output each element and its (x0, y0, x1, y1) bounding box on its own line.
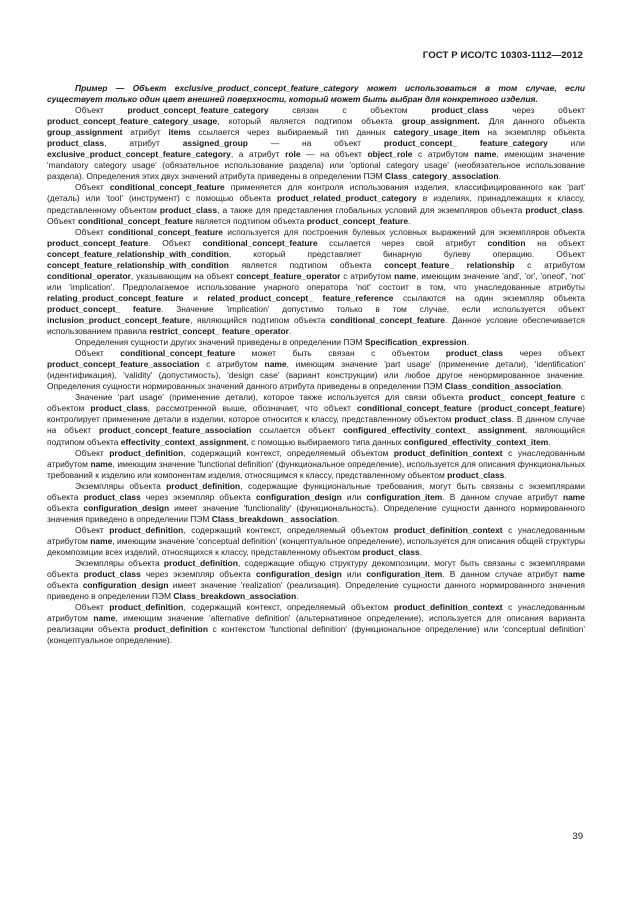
bold-term: name (264, 359, 287, 370)
bold-term: conditional_concept_feature (109, 182, 225, 193)
bold-term: configuration_design (255, 569, 342, 580)
bold-term: configuration_design (83, 502, 170, 513)
bold-term: condition (487, 237, 526, 248)
bold-term: concept_feature_relationship_with_condition (47, 259, 229, 270)
bold-term: inclusion_product_concept_feature (47, 314, 190, 325)
paragraph: Объект product_definition, содержащий контекст, определяемый объектом product_definition_context с унаследованным атрибутом name, имеющим значение 'functional definition' (функциональное определение), используется для описания функциональных требований к изделию или компонентам изделия, относящимся к классу, представленному объектом product_class. (47, 447, 586, 480)
paragraph: Объект conditional_concept_feature применяется для контроля использования изделия, классифицированного как 'part' (деталь) или 'tool' (инструмент) с помощью объекта product_related_product_category в изделиях, принадлежащих к классу, представленному объектом product_class, а также для представления глобальных условий для экземпляров объекта product_class. Объект conditional_concept_feature является подтипом объекта product_concept_feature. (47, 182, 586, 226)
bold-term: concept_feature_ relationship (384, 259, 515, 270)
bold-term: configuration_item (366, 569, 443, 580)
paragraph: Объект conditional_concept_feature может быть связан с объектом product_class через объект product_concept_feature_association с атрибутом name, имеющим значение 'part usage' (применение детали), 'identification' (идентификация), 'validity' (допустимость), 'design case' (вариант конструкции) или любое другое ненормированное значение. Определения сущности нормированных значений данного атрибута приведены в определении ПЭМ Class_condition_association. (47, 348, 585, 392)
paragraph: Объект conditional_concept_feature используется для построения булевых условных выражений для экземпляров объекта product_concept_feature. Объект conditional_concept_feature ссылается через свой атрибут condition на объект concept_feature_relationship_with_condition, который представляет бинарную булеву операцию. Объект concept_feature_relationship_with_condition является подтипом объекта concept_feature_ relationship с атрибутом conditional_operator, указывающим на объект concept_feature_operator с атрибутом name, имеющим значение 'and', 'or', 'oneof', 'not' или 'implication'. Предполагаемое использование унарного оператора 'not' состоит в том, что унаследованные атрибуты relating_product_concept_feature и related_product_concept_ feature_reference ссылаются на один экземпляр объекта product_concept_ feature. Значение 'implication' допустимо только в том случае, если используется объект inclusion_product_concept_feature, являющийся подтипом объекта conditional_concept_feature. Данное условие обеспечивается использованием правила restrict_concept_ feature_operator. (47, 226, 586, 337)
standard-header: ГОСТ Р ИСО/ТС 10303-1112—2012 (422, 50, 583, 61)
bold-term: product_class (362, 546, 420, 557)
bold-term: product_concept_ feature_category (383, 138, 548, 149)
bold-term: product_definition_context (393, 602, 503, 613)
bold-term: Specification_expression (364, 337, 467, 348)
bold-term: name (90, 535, 113, 546)
paragraph: Экземпляры объекта product_definition, содержащие функциональные требования, могут быть связаны с экземплярами объекта product_class через экземпляр объекта configuration_design или configuration_item. В данном случае атрибут name объекта configuration_design имеет значение 'functionality' (функциональность). Определение сущности данного нормированного значения приведено в определении ПЭМ Class_breakdown_ association. (47, 480, 585, 524)
bold-term: product_concept_ feature (47, 303, 162, 314)
bold-term: conditional_concept_feature (357, 403, 472, 414)
paragraph: Значение 'part usage' (применение детали), которое также используется для связи объекта product_ concept_feature с объектом product_class, рассмотренной выше, обозначает, что объект conditional_concept_feature (product_concept_feature) контролирует применение детали в изделии, которое относится к классу, представленному объектом product_class. В данном случае на объект product_concept_feature_association ссылается объект configured_effectivity_context_ assignment, являющийся подтипом объекта effectivity_context_assignment, с помощью выбираемого типа данных configured_effectivity_context_item. (47, 392, 585, 447)
bold-term: product_definition (109, 524, 184, 535)
bold-term: product_class (454, 414, 512, 425)
bold-term: concept_feature_relationship_with_condition (47, 248, 229, 259)
bold-term: name (562, 569, 585, 580)
bold-term: product_class (445, 348, 503, 359)
bold-term: effectivity_context_assignment (120, 436, 247, 447)
body-text (47, 83, 585, 646)
bold-term: product_class (83, 491, 141, 502)
bold-term: exclusive_product_concept_feature_category (47, 149, 231, 160)
bold-term: product_definition_context (393, 447, 503, 458)
bold-term: conditional_operator (47, 270, 131, 281)
bold-term: product_definition (163, 558, 238, 569)
bold-term: product_definition_context (393, 524, 503, 535)
bold-term: product_definition (133, 624, 208, 635)
bold-term: conditional_concept_feature (108, 226, 223, 237)
bold-term: conditional_concept_feature (78, 215, 193, 226)
example-note: Пример — Объект exclusive_product_concept_feature_category может использоваться в том случае, если существует только один цвет внешней поверхности, который может быть выбран для конкретного изделия. (47, 83, 585, 105)
bold-term: items (168, 127, 191, 138)
bold-term: name (90, 458, 113, 469)
paragraph: Определения сущности других значений приведены в определении ПЭМ Specification_expression. (75, 337, 469, 348)
page-number: 39 (572, 831, 583, 842)
bold-term: product_concept_feature_category_usage (47, 116, 218, 127)
bold-term: concept_feature_operator (236, 270, 341, 281)
bold-term: configured_effectivity_context_ assignment (343, 425, 525, 436)
bold-term: assigned_group (182, 138, 248, 149)
bold-term: product_definition (109, 447, 184, 458)
bold-term: configured_effectivity_context_item (403, 436, 549, 447)
bold-term: restrict_concept_ feature_operator (149, 326, 289, 337)
bold-term: product_definition (166, 480, 241, 491)
paragraph: Объект product_definition, содержащий контекст, определяемый объектом product_definition_context с унаследованным атрибутом name, имеющим значение 'alternative definition' (альтернативное определение), используется для описания варианта реализации объекта product_definition с контекстом 'functional definition' (функциональное определение) или 'conceptual definition' (концептуальное определение). (47, 602, 585, 646)
bold-term: product_concept_feature_category (127, 105, 269, 116)
paragraph: Объект product_definition, содержащий контекст, определяемый объектом product_definition_context с унаследованным атрибутом name, имеющим значение 'conceptual definition' (концептуальное определение), используется для описания общей структуры декомпозиции всех изделий, относящихся к классу, представленному объектом product_class. (47, 524, 586, 557)
bold-term: product_ concept_feature (468, 392, 576, 403)
bold-term: product_class (447, 469, 505, 480)
bold-term: conditional_concept_feature (330, 314, 445, 325)
bold-term: product_definition (109, 602, 184, 613)
bold-term: product_concept_feature (480, 403, 583, 414)
bold-term: conditional_concept_feature (202, 237, 318, 248)
bold-term: product_concept_feature_association (99, 425, 252, 436)
bold-term: name (474, 149, 497, 160)
bold-term: conditional_concept_feature (120, 348, 236, 359)
bold-term: category_usage_item (393, 127, 480, 138)
paragraph: Объект product_concept_feature_category связан с объектом product_class через объект product_concept_feature_category_usage, который является подтипом объекта group_assignment. Для данного объекта group_assignment атрибут items ссылается через выбираемый тип данных category_usage_item на экземпляр объекта product_class, атрибут assigned_group — на объект product_concept_ feature_category или exclusive_product_concept_feature_category, а атрибут role — на объект object_role с атрибутом name, имеющим значение 'mandatory category usage' (обязательное использование раздела) или 'optional category usage' (необязательное использование раздела). Определения этих двух значений атрибута приведены в определении ПЭМ Class_category_association. (47, 105, 586, 182)
bold-term: name (93, 613, 116, 624)
bold-term: product_related_product_category (276, 193, 417, 204)
bold-term: product_class (525, 204, 583, 215)
bold-term: relating_product_concept_feature (47, 292, 184, 303)
bold-term: Class_breakdown_ association (211, 513, 337, 524)
bold-term: product_concept_feature_association (47, 359, 200, 370)
bold-term: product_class (47, 138, 105, 149)
bold-term: group_assignment. (401, 116, 480, 127)
bold-term: name (394, 270, 417, 281)
bold-term: Class_category_association (384, 171, 499, 182)
bold-term: name (562, 491, 585, 502)
bold-term: Class_breakdown_association (173, 591, 297, 602)
bold-term: configuration_design (82, 580, 169, 591)
bold-term: role (285, 149, 301, 160)
bold-term: product_class (159, 204, 218, 215)
paragraph: Экземпляры объекта product_definition, содержащие общую структуру декомпозиции, могут быть связаны с экземплярами объекта product_class через экземпляр объекта configuration_design или configuration_item. В данном случае атрибут name объекта configuration_design имеет значение 'realization' (реализация). Определение сущности данного нормированного значения приведено в определении ПЭМ Class_breakdown_association. (47, 558, 585, 602)
bold-term: configuration_item (366, 491, 443, 502)
bold-term: group_assignment (47, 127, 123, 138)
bold-term: related_product_concept_ feature_reference (207, 292, 394, 303)
bold-term: product_class (90, 403, 148, 414)
bold-term: product_class (431, 105, 489, 116)
bold-term: product_concept_feature (306, 215, 409, 226)
bold-term: configuration_design (255, 491, 342, 502)
bold-term: object_role (367, 149, 413, 160)
bold-term: product_concept_feature (47, 237, 149, 248)
bold-term: Class_condition_association (444, 381, 561, 392)
bold-term: product_class (83, 569, 141, 580)
